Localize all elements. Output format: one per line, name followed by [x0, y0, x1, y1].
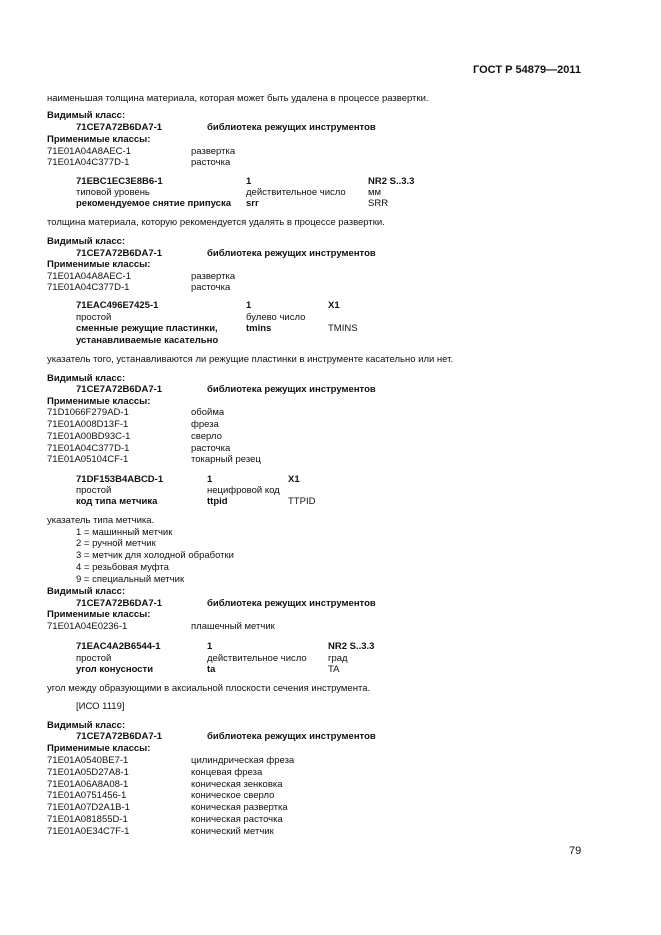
applicable-classes-label: Применимые классы: [47, 134, 151, 145]
class-name: фреза [191, 419, 219, 430]
visible-class-name: библиотека режущих инструментов [207, 598, 376, 609]
property-type: простой [76, 485, 112, 496]
definition-text: угол между образующими в аксиальной плоскости сечения инструмента. [47, 683, 371, 694]
property-code: 71DF153B4ABCD-1 [76, 474, 164, 485]
class-name: коническое сверло [191, 790, 275, 801]
list-item: 3 = метчик для холодной обработки [76, 550, 234, 561]
list-item: 4 = резьбовая муфта [76, 562, 169, 573]
list-item: 1 = машинный метчик [76, 527, 173, 538]
class-code: 71E01A081855D-1 [47, 814, 128, 825]
visible-class-code: 71CE7A72B6DA7-1 [76, 122, 163, 133]
class-code: 71E01A00BD93C-1 [47, 431, 131, 442]
property-type: типовой уровень [76, 187, 150, 198]
property-datatype: булево число [246, 312, 306, 323]
class-code: 71E01A0E34C7F-1 [47, 826, 130, 837]
property-code: 71EBC1EC3E8B6-1 [76, 176, 163, 187]
property-name: сменные режущие пластинки, [76, 323, 218, 334]
list-item: 9 = специальный метчик [76, 574, 185, 585]
property-symbol-upper: TMINS [328, 323, 358, 334]
class-code: 71E01A0540BE7-1 [47, 755, 129, 766]
class-code: 71E01A05104CF-1 [47, 454, 129, 465]
property-code: 71EAC4A2B6544-1 [76, 641, 161, 652]
visible-class-name: библиотека режущих инструментов [207, 731, 376, 742]
property-code: 71EAC496E7425-1 [76, 300, 159, 311]
definition-text: толщина материала, которую рекомендуется удалять в процессе развертки. [47, 217, 385, 228]
property-unit: мм [368, 187, 382, 198]
class-code: 71E01A008D13F-1 [47, 419, 129, 430]
property-name: угол конусности [76, 664, 154, 675]
visible-class-label: Видимый класс: [47, 586, 126, 597]
visible-class-label: Видимый класс: [47, 236, 126, 247]
class-code: 71E01A04A8AEC-1 [47, 146, 131, 157]
class-name: цилиндрическая фреза [191, 755, 295, 766]
list-item: 2 = ручной метчик [76, 538, 156, 549]
applicable-classes-label: Применимые классы: [47, 396, 151, 407]
standard-number: ГОСТ Р 54879—2011 [473, 64, 581, 76]
class-name: расточка [191, 282, 231, 293]
property-format: NR2 S..3.3 [368, 176, 415, 187]
visible-class-name: библиотека режущих инструментов [207, 248, 376, 259]
visible-class-name: библиотека режущих инструментов [207, 384, 376, 395]
property-symbol-upper: TTPID [288, 496, 316, 507]
class-code: 71E01A04C377D-1 [47, 443, 130, 454]
class-name: коническая расточка [191, 814, 283, 825]
property-version: 1 [246, 300, 252, 311]
property-name: рекомендуемое снятие припуска [76, 198, 232, 209]
property-format: NR2 S..3.3 [328, 641, 375, 652]
class-name: токарный резец [191, 454, 261, 465]
visible-class-code: 71CE7A72B6DA7-1 [76, 248, 163, 259]
visible-class-label: Видимый класс: [47, 110, 126, 121]
class-name: развертка [191, 271, 236, 282]
definition-text: наименьшая толщина материала, которая может быть удалена в процессе развертки. [47, 93, 429, 104]
class-code: 71E01A05D27A8-1 [47, 767, 129, 778]
class-name: расточка [191, 157, 231, 168]
class-name: конический метчик [191, 826, 274, 837]
class-name: концевая фреза [191, 767, 263, 778]
class-name: коническая развертка [191, 802, 288, 813]
visible-class-label: Видимый класс: [47, 373, 126, 384]
applicable-classes-label: Применимые классы: [47, 609, 151, 620]
applicable-classes-label: Применимые классы: [47, 259, 151, 270]
class-name: расточка [191, 443, 231, 454]
reference: [ИСО 1119] [76, 701, 125, 712]
property-version: 1 [207, 641, 213, 652]
property-unit: град [328, 653, 348, 664]
class-code: 71E01A04C377D-1 [47, 157, 130, 168]
property-symbol: srr [246, 198, 259, 209]
applicable-classes-label: Применимые классы: [47, 743, 151, 754]
property-symbol: tmins [246, 323, 272, 334]
visible-class-code: 71CE7A72B6DA7-1 [76, 731, 163, 742]
property-datatype: действительное число [246, 187, 346, 198]
property-symbol: ttpid [207, 496, 228, 507]
class-name: развертка [191, 146, 236, 157]
class-code: 71E01A0751456-1 [47, 790, 127, 801]
visible-class-label: Видимый класс: [47, 720, 126, 731]
class-code: 71D1066F279AD-1 [47, 407, 129, 418]
class-name: обойма [191, 407, 225, 418]
property-version: 1 [246, 176, 252, 187]
visible-class-code: 71CE7A72B6DA7-1 [76, 384, 163, 395]
property-datatype: действительное число [207, 653, 307, 664]
property-name: код типа метчика [76, 496, 158, 507]
property-symbol-upper: TA [328, 664, 340, 675]
class-code: 71E01A06A8A08-1 [47, 779, 129, 790]
property-type: простой [76, 653, 112, 664]
visible-class-name: библиотека режущих инструментов [207, 122, 376, 133]
class-name: плашечный метчик [191, 621, 275, 632]
visible-class-code: 71CE7A72B6DA7-1 [76, 598, 163, 609]
definition-text: указатель того, устанавливаются ли режущие пластинки в инструменте касательно или нет. [47, 354, 454, 365]
class-code: 71E01A07D2A1B-1 [47, 802, 130, 813]
property-datatype: нецифровой код [207, 485, 280, 496]
page-number: 79 [569, 845, 582, 857]
class-code: 71E01A04C377D-1 [47, 282, 130, 293]
property-version: 1 [207, 474, 213, 485]
class-name: коническая зенковка [191, 779, 283, 790]
property-type: простой [76, 312, 112, 323]
property-symbol: ta [207, 664, 216, 675]
class-code: 71E01A04A8AEC-1 [47, 271, 131, 282]
class-code: 71E01A04E0236-1 [47, 621, 128, 632]
property-name-continued: устанавливаемые касательно [76, 335, 219, 346]
property-format: X1 [328, 300, 340, 311]
definition-text: указатель типа метчика. [47, 515, 155, 526]
property-symbol-upper: SRR [368, 198, 389, 209]
class-name: сверло [191, 431, 222, 442]
property-format: X1 [288, 474, 300, 485]
